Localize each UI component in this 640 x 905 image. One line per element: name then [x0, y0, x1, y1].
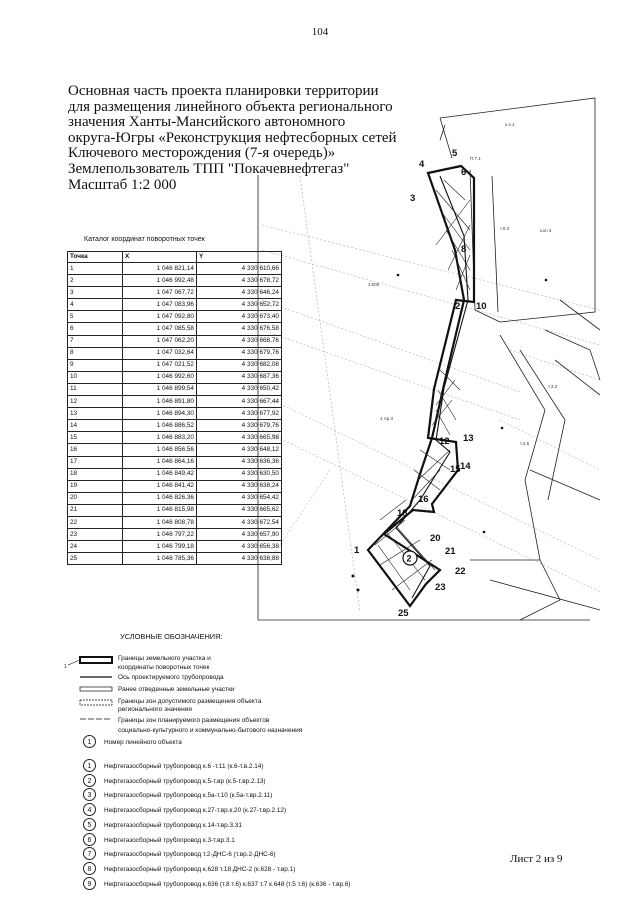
svg-text:1 Ар.3: 1 Ар.3 [380, 416, 394, 421]
table-cell: 12 [68, 396, 123, 408]
table-cell: 4 330 672,54 [197, 516, 282, 528]
object-number-circle: 7 [83, 847, 96, 860]
legend-item: Границы зон планируемого размещения объектов [118, 717, 270, 724]
map-point-label: 8 [461, 244, 467, 255]
table-cell: 4 330 652,72 [197, 299, 282, 311]
table-row [68, 263, 282, 275]
numbered-object-text: Нефтегазосборный трубопровод к.27-т.вр.к.20 (к.27-т.вр.2.12) [104, 807, 287, 815]
table-row [68, 311, 282, 323]
table-cell: 8 [68, 347, 123, 359]
table-row [68, 383, 282, 395]
column-header: X [123, 252, 197, 263]
table-cell: 1 046 992,60 [123, 371, 197, 383]
legend-item: Границы земельного участка и [118, 655, 211, 662]
table-cell: 1 046 797,22 [123, 529, 197, 541]
table-cell: 18 [68, 468, 123, 480]
table-row [68, 347, 282, 359]
table-cell: 4 330 679,76 [197, 347, 282, 359]
title-line: Ключевого месторождения (7-я очередь)» [68, 145, 336, 162]
table-row [68, 323, 282, 335]
title-line: Землепользователь ТПП "Покачевнефтегаз" [68, 160, 350, 177]
numbered-object-text: Нефтегазосборный трубопровод к.14-т.вр.3.31 [104, 821, 242, 829]
table-cell: 4 330 636,36 [197, 456, 282, 468]
map-point-label: 10 [476, 301, 487, 312]
object-number-circle: 4 [83, 803, 96, 816]
map-point-label: 25 [398, 608, 409, 619]
table-cell: 4 330 648,12 [197, 444, 282, 456]
table-cell: 4 330 667,44 [197, 396, 282, 408]
table-cell: 3 [68, 287, 123, 299]
table-cell: 16 [68, 444, 123, 456]
table-cell: 4 [68, 299, 123, 311]
table-row [68, 541, 282, 553]
table-cell: 4 330 668,76 [197, 335, 282, 347]
map-point-label: 4 [419, 159, 425, 170]
table-cell: 4 330 673,40 [197, 311, 282, 323]
map-point-label: 23 [435, 582, 446, 593]
svg-text:1:000: 1:000 [368, 282, 380, 287]
numbered-object-text: Нефтегазосборный трубопровод к.628 т.18 ДНС-2 (к.628 - т.вр.1) [104, 865, 296, 873]
legend-item: Ранее отведенные земельные участки [118, 686, 235, 693]
table-cell: 4 330 654,42 [197, 492, 282, 504]
table-cell: 1 047 062,20 [123, 335, 197, 347]
table-cell: 10 [68, 371, 123, 383]
table-cell: 1 047 092,80 [123, 311, 197, 323]
table-row [68, 396, 282, 408]
numbered-object-text: Нефтегазосборный трубопровод т.2-ДНС-6 (т.вр.2-ДНС-6) [104, 851, 276, 859]
table-cell: 1 047 083,96 [123, 299, 197, 311]
map-object-marker: 2 [406, 553, 412, 564]
table-cell: 6 [68, 323, 123, 335]
numbered-object-item [87, 880, 351, 888]
table-cell: 20 [68, 492, 123, 504]
numbered-object-item [87, 821, 242, 829]
numbered-object-item [87, 792, 273, 800]
table-cell: 1 046 799,18 [123, 541, 197, 553]
object-number-circle: 9 [83, 877, 96, 890]
table-row [68, 504, 282, 516]
svg-text:т.4.5: т.4.5 [520, 441, 530, 446]
column-header: Точка [68, 252, 123, 263]
object-number-circle: 1 [83, 759, 96, 772]
table-cell: 2 [68, 275, 123, 287]
table-cell: 4 330 679,76 [197, 420, 282, 432]
table-cell: 1 047 032,64 [123, 347, 197, 359]
table-cell: 4 330 682,08 [197, 359, 282, 371]
table-cell: 19 [68, 480, 123, 492]
map-point-label: 2 [455, 301, 461, 312]
table-cell: 1 046 864,16 [123, 456, 197, 468]
table-row [68, 553, 282, 565]
map-point-label: 5 [452, 148, 458, 159]
table-cell: 1 046 899,54 [123, 383, 197, 395]
table-row [68, 529, 282, 541]
legend-item: 1 Номер линейного объекта [104, 739, 182, 746]
map-point-label: 1 [354, 545, 360, 556]
table-cell: 1 046 886,52 [123, 420, 197, 432]
object-number-circle: 6 [83, 833, 96, 846]
coordinates-table-body [68, 263, 282, 565]
table-row [68, 492, 282, 504]
table-cell: 4 330 646,24 [197, 287, 282, 299]
legend-item: регионального значения [118, 706, 192, 713]
legend-item: Границы зон допустимого размещения объекта [118, 698, 262, 705]
table-cell: 4 330 638,24 [197, 480, 282, 492]
map-point-label: 14 [460, 461, 471, 472]
table-cell: 4 330 657,90 [197, 529, 282, 541]
table-row [68, 468, 282, 480]
table-cell: 1 [68, 263, 123, 275]
svg-text:1: 1 [64, 664, 67, 670]
table-cell: 1 046 992,48 [123, 275, 197, 287]
table-cell: 1 046 826,36 [123, 492, 197, 504]
table-cell: 4 330 676,58 [197, 323, 282, 335]
table-row [68, 275, 282, 287]
table-cell: 1 046 785,36 [123, 553, 197, 565]
table-cell: 22 [68, 516, 123, 528]
table-cell: 4 330 665,98 [197, 432, 282, 444]
table-row [68, 335, 282, 347]
numbered-object-item [87, 865, 296, 873]
catalog-title: Каталог координат поворотных точек [84, 236, 205, 243]
table-cell: 1 046 856,56 [123, 444, 197, 456]
table-cell: 1 046 894,30 [123, 408, 197, 420]
table-cell: 9 [68, 359, 123, 371]
sheet-label: Лист 2 из 9 [510, 853, 563, 865]
map-point-label: 20 [430, 533, 441, 544]
map-point-label: 15 [450, 464, 461, 475]
table-row [68, 456, 282, 468]
table-cell: 7 [68, 335, 123, 347]
table-cell: 4 330 638,88 [197, 553, 282, 565]
map-point-label: 22 [455, 566, 466, 577]
title-line: Основная часть проекта планировки территории [68, 83, 379, 99]
table-cell: 4 330 630,50 [197, 468, 282, 480]
table-cell: 15 [68, 432, 123, 444]
table-cell: 1 046 841,42 [123, 480, 197, 492]
svg-text:т.3.2: т.3.2 [548, 384, 558, 389]
map-point-label: 12 [439, 436, 450, 447]
table-cell: 4 330 610,66 [197, 263, 282, 275]
numbered-object-item [87, 807, 287, 815]
table-cell: 4 330 687,36 [197, 371, 282, 383]
table-row [68, 516, 282, 528]
table-cell: 4 330 677,92 [197, 408, 282, 420]
object-number-circle: 3 [83, 788, 96, 801]
table-cell: 13 [68, 408, 123, 420]
table-row [68, 371, 282, 383]
table-cell: 5 [68, 311, 123, 323]
table-cell: 25 [68, 553, 123, 565]
coordinates-table [67, 251, 282, 565]
table-cell: 11 [68, 383, 123, 395]
object-number-circle: 8 [83, 862, 96, 875]
table-cell: 1 046 821,14 [123, 263, 197, 275]
object-number-circle: 1 [83, 735, 96, 748]
numbered-object-item [87, 763, 264, 770]
numbered-object-item [87, 851, 276, 859]
table-cell: 1 046 883,20 [123, 432, 197, 444]
map-point-label: 6 [461, 167, 467, 178]
table-cell: 1 047 085,58 [123, 323, 197, 335]
numbered-object-text: Нефтегазосборный трубопровод к.6 -т.11 (к.6-т.в.2.14) [104, 763, 264, 770]
numbered-object-text: Нефтегазосборный трубопровод к.5а-т.10 (к.5а-т.вр.2.11) [104, 792, 273, 800]
object-number-circle: 2 [83, 774, 96, 787]
svg-text:т.0.3: т.0.3 [500, 226, 510, 231]
column-header: Y [197, 252, 282, 263]
table-cell: 17 [68, 456, 123, 468]
svg-text:к.кп 3: к.кп 3 [540, 228, 552, 233]
legend-title: УСЛОВНЫЕ ОБОЗНАЧЕНИЯ: [120, 632, 223, 641]
table-cell: 23 [68, 529, 123, 541]
table-cell: 1 046 891,80 [123, 396, 197, 408]
table-header-row [68, 252, 282, 263]
numbered-object-text: Нефтегазосборный трубопровод к.3-т.вр.3.1 [104, 836, 235, 844]
object-number-circle: 5 [83, 818, 96, 831]
table-row [68, 359, 282, 371]
table-cell: 4 330 650,42 [197, 383, 282, 395]
table-cell: 4 330 665,62 [197, 504, 282, 516]
table-row [68, 444, 282, 456]
table-cell: 24 [68, 541, 123, 553]
title-line: для размещения линейного объекта регионального [68, 98, 393, 115]
page-number: 104 [311, 26, 329, 38]
numbered-object-item [87, 836, 235, 844]
table-cell: 21 [68, 504, 123, 516]
numbered-object-item [87, 777, 266, 785]
table-cell: 1 046 849,42 [123, 468, 197, 480]
table-cell: 4 330 656,38 [197, 541, 282, 553]
title-line: Масштаб 1:2 000 [68, 176, 177, 193]
legend-item: координаты поворотных точек [118, 664, 210, 671]
legend-item: социально-культурного и коммунально-бытового назначения [118, 727, 303, 734]
table-cell: 14 [68, 420, 123, 432]
table-row [68, 432, 282, 444]
numbered-object-text: Нефтегазосборный трубопровод к.5-т.вр (к.5-т.вр.2.13) [104, 777, 266, 785]
table-row [68, 408, 282, 420]
map-point-label: 21 [445, 546, 456, 557]
map-point-label: 18 [397, 508, 408, 519]
legend-item: Ось проектируемого трубопровода [118, 674, 224, 681]
table-cell: 4 330 678,72 [197, 275, 282, 287]
table-row [68, 299, 282, 311]
svg-text:П.7.1: П.7.1 [470, 156, 481, 161]
table-cell: 1 047 067,72 [123, 287, 197, 299]
map-point-label: 13 [463, 433, 474, 444]
table-row [68, 420, 282, 432]
title-line: значения Ханты-Мансийского автономного [68, 114, 346, 131]
table-cell: 1 047 021,52 [123, 359, 197, 371]
title-line: округа-Югры «Реконструкция нефтесборных сетей [68, 129, 397, 146]
map-point-label: 16 [418, 494, 429, 505]
table-row [68, 287, 282, 299]
map-point-label: 3 [410, 193, 416, 204]
numbered-object-text: Нефтегазосборный трубопровод к.636 (т.8 т.6) к.637 т.7 к.648 (т.5 т.6) (к.636 - т.вр.6) [104, 880, 351, 888]
table-cell: 1 046 815,98 [123, 504, 197, 516]
table-row [68, 480, 282, 492]
svg-text:к.4.1: к.4.1 [505, 122, 515, 127]
table-cell: 1 046 808,78 [123, 516, 197, 528]
